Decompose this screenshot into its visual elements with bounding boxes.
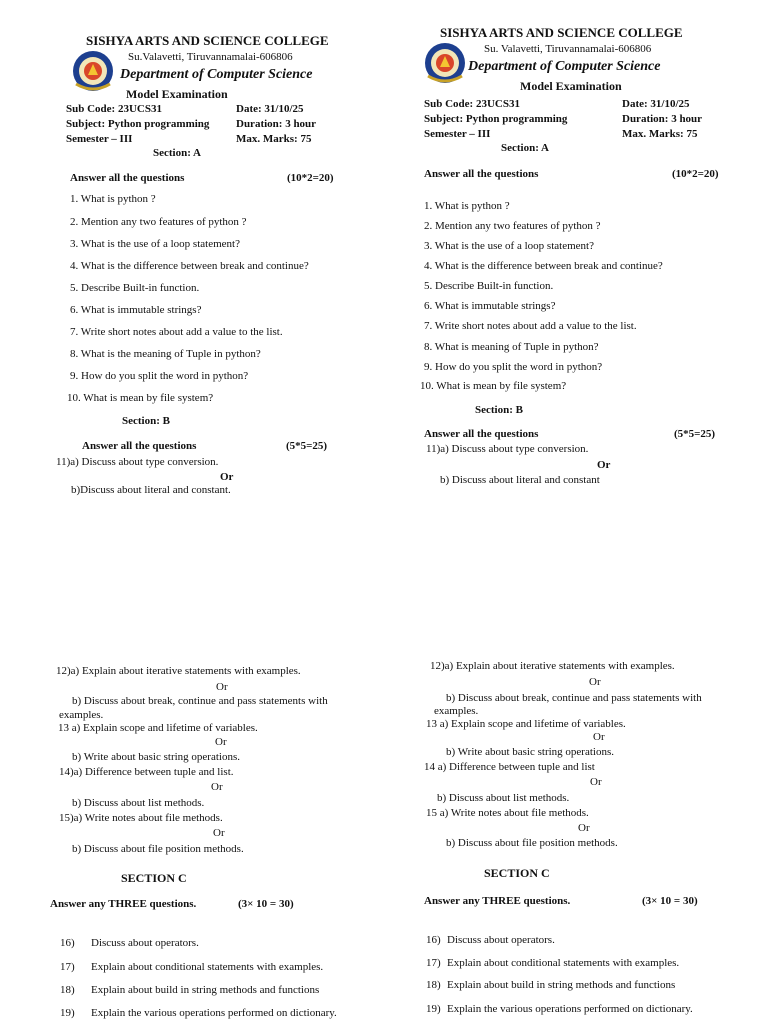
right-question-paper	[384, 0, 768, 1024]
section-a-marks: (10*2=20)	[672, 168, 719, 180]
question-19: Explain the various operations performed on dictionary.	[91, 1007, 337, 1019]
exam-date: Date: 31/10/25	[236, 103, 304, 115]
or-13: Or	[593, 731, 605, 743]
section-b-heading: Section: B	[122, 415, 170, 427]
question-18-num: 18)	[60, 984, 75, 996]
question-a-3: 3. What is the use of a loop statement?	[70, 238, 240, 250]
max-marks: Max. Marks: 75	[622, 128, 698, 140]
question-13a: 13 a) Explain scope and lifetime of variables.	[58, 722, 258, 734]
semester: Semester – III	[66, 133, 133, 145]
question-a-6: 6. What is immutable strings?	[70, 304, 202, 316]
college-name: SISHYA ARTS AND SCIENCE COLLEGE	[86, 33, 329, 48]
question-15b: b) Discuss about file position methods.	[446, 837, 618, 849]
question-11b: b)Discuss about literal and constant.	[71, 484, 231, 496]
question-16-num: 16)	[426, 934, 441, 946]
question-a-10: 10. What is mean by file system?	[420, 380, 567, 392]
or-11: Or	[220, 471, 234, 483]
question-15a: 15 a) Write notes about file methods.	[426, 807, 589, 819]
question-a-5: 5. Describe Built-in function.	[424, 280, 554, 292]
question-a-1: 1. What is python ?	[70, 193, 156, 205]
question-17-num: 17)	[426, 957, 441, 969]
question-a-7: 7. Write short notes about add a value to the list.	[70, 326, 283, 338]
question-a-3: 3. What is the use of a loop statement?	[424, 240, 594, 252]
section-a-heading: Section: A	[153, 147, 201, 159]
duration: Duration: 3 hour	[622, 113, 703, 125]
section-c-instruction: Answer any THREE questions.	[424, 895, 571, 907]
or-12: Or	[216, 681, 228, 693]
question-a-4: 4. What is the difference between break and continue?	[70, 260, 309, 272]
question-11b: b) Discuss about literal and constant	[440, 474, 600, 486]
section-b-instruction: Answer all the questions	[82, 440, 197, 452]
department-name: Department of Computer Science	[468, 59, 661, 74]
college-seal-logo	[424, 42, 466, 84]
or-12: Or	[589, 676, 601, 688]
question-12b: b) Discuss about break, continue and pass statements with	[72, 695, 328, 707]
college-name: SISHYA ARTS AND SCIENCE COLLEGE	[440, 25, 683, 40]
question-18-num: 18)	[426, 979, 441, 991]
question-14a: 14)a) Difference between tuple and list.	[59, 766, 234, 778]
question-19-num: 19)	[426, 1003, 441, 1015]
question-18: Explain about build in string methods and functions	[447, 979, 676, 991]
section-c-instruction: Answer any THREE questions.	[50, 898, 197, 910]
question-11a: 11)a) Discuss about type conversion.	[426, 443, 589, 455]
question-a-2: 2. Mention any two features of python ?	[70, 216, 247, 228]
question-a-7: 7. Write short notes about add a value to the list.	[424, 320, 637, 332]
subject: Subject: Python programming	[424, 113, 568, 125]
section-a-instruction: Answer all the questions	[70, 172, 185, 184]
question-a-6: 6. What is immutable strings?	[424, 300, 556, 312]
or-15: Or	[578, 822, 590, 834]
question-16-num: 16)	[60, 937, 75, 949]
question-12a: 12)a) Explain about iterative statements with examples.	[56, 665, 301, 677]
or-11: Or	[597, 459, 611, 471]
section-c-heading: SECTION C	[121, 871, 187, 885]
section-c-marks: (3× 10 = 30)	[238, 898, 294, 910]
semester: Semester – III	[424, 128, 491, 140]
or-15: Or	[213, 827, 225, 839]
sub-code: Sub Code: 23UCS31	[424, 98, 520, 110]
question-17-num: 17)	[60, 961, 75, 973]
sub-code: Sub Code: 23UCS31	[66, 103, 162, 115]
section-a-marks: (10*2=20)	[287, 172, 334, 184]
or-13: Or	[215, 736, 227, 748]
question-a-2: 2. Mention any two features of python ?	[424, 220, 601, 232]
subject: Subject: Python programming	[66, 118, 210, 130]
exam-title: Model Examination	[126, 87, 228, 101]
question-13b: b) Write about basic string operations.	[446, 746, 614, 758]
section-b-marks: (5*5=25)	[286, 440, 328, 452]
section-b-heading: Section: B	[475, 404, 523, 416]
question-19-num: 19)	[60, 1007, 75, 1019]
question-14a: 14 a) Difference between tuple and list	[424, 761, 595, 773]
duration: Duration: 3 hour	[236, 118, 317, 130]
question-14b: b) Discuss about list methods.	[437, 792, 570, 804]
department-name: Department of Computer Science	[120, 67, 313, 82]
max-marks: Max. Marks: 75	[236, 133, 312, 145]
question-11a: 11)a) Discuss about type conversion.	[56, 456, 219, 468]
question-13a: 13 a) Explain scope and lifetime of variables.	[426, 718, 626, 730]
question-13b: b) Write about basic string operations.	[72, 751, 240, 763]
question-a-8: 8. What is meaning of Tuple in python?	[424, 341, 599, 353]
question-a-1: 1. What is python ?	[424, 200, 510, 212]
section-c-marks: (3× 10 = 30)	[642, 895, 698, 907]
question-12a: 12)a) Explain about iterative statements with examples.	[430, 660, 675, 672]
question-a-9: 9. How do you split the word in python?	[424, 361, 603, 373]
question-a-8: 8. What is the meaning of Tuple in python?	[70, 348, 261, 360]
exam-title: Model Examination	[520, 79, 622, 93]
question-18: Explain about build in string methods and functions	[91, 984, 320, 996]
question-12b-cont: examples.	[434, 705, 479, 717]
exam-date: Date: 31/10/25	[622, 98, 690, 110]
question-17: Explain about conditional statements with examples.	[91, 961, 324, 973]
section-a-heading: Section: A	[501, 142, 549, 154]
section-b-marks: (5*5=25)	[674, 428, 716, 440]
question-a-5: 5. Describe Built-in function.	[70, 282, 200, 294]
question-14b: b) Discuss about list methods.	[72, 797, 205, 809]
college-address: Su. Valavetti, Tiruvannamalai-606806	[484, 43, 652, 55]
question-a-10: 10. What is mean by file system?	[67, 392, 214, 404]
question-15b: b) Discuss about file position methods.	[72, 843, 244, 855]
question-a-9: 9. How do you split the word in python?	[70, 370, 249, 382]
question-15a: 15)a) Write notes about file methods.	[59, 812, 223, 824]
question-12b-cont: examples.	[59, 709, 104, 721]
college-seal-logo	[72, 50, 114, 92]
question-16: Discuss about operators.	[447, 934, 555, 946]
question-12b: b) Discuss about break, continue and pass statements with	[446, 692, 702, 704]
question-17: Explain about conditional statements with examples.	[447, 957, 680, 969]
question-a-4: 4. What is the difference between break and continue?	[424, 260, 663, 272]
or-14: Or	[590, 776, 602, 788]
section-c-heading: SECTION C	[484, 866, 550, 880]
section-a-instruction: Answer all the questions	[424, 168, 539, 180]
or-14: Or	[211, 781, 223, 793]
section-b-instruction: Answer all the questions	[424, 428, 539, 440]
college-address: Su.Valavetti, Tiruvannamalai-606806	[128, 51, 293, 63]
question-16: Discuss about operators.	[91, 937, 199, 949]
question-19: Explain the various operations performed on dictionary.	[447, 1003, 693, 1015]
